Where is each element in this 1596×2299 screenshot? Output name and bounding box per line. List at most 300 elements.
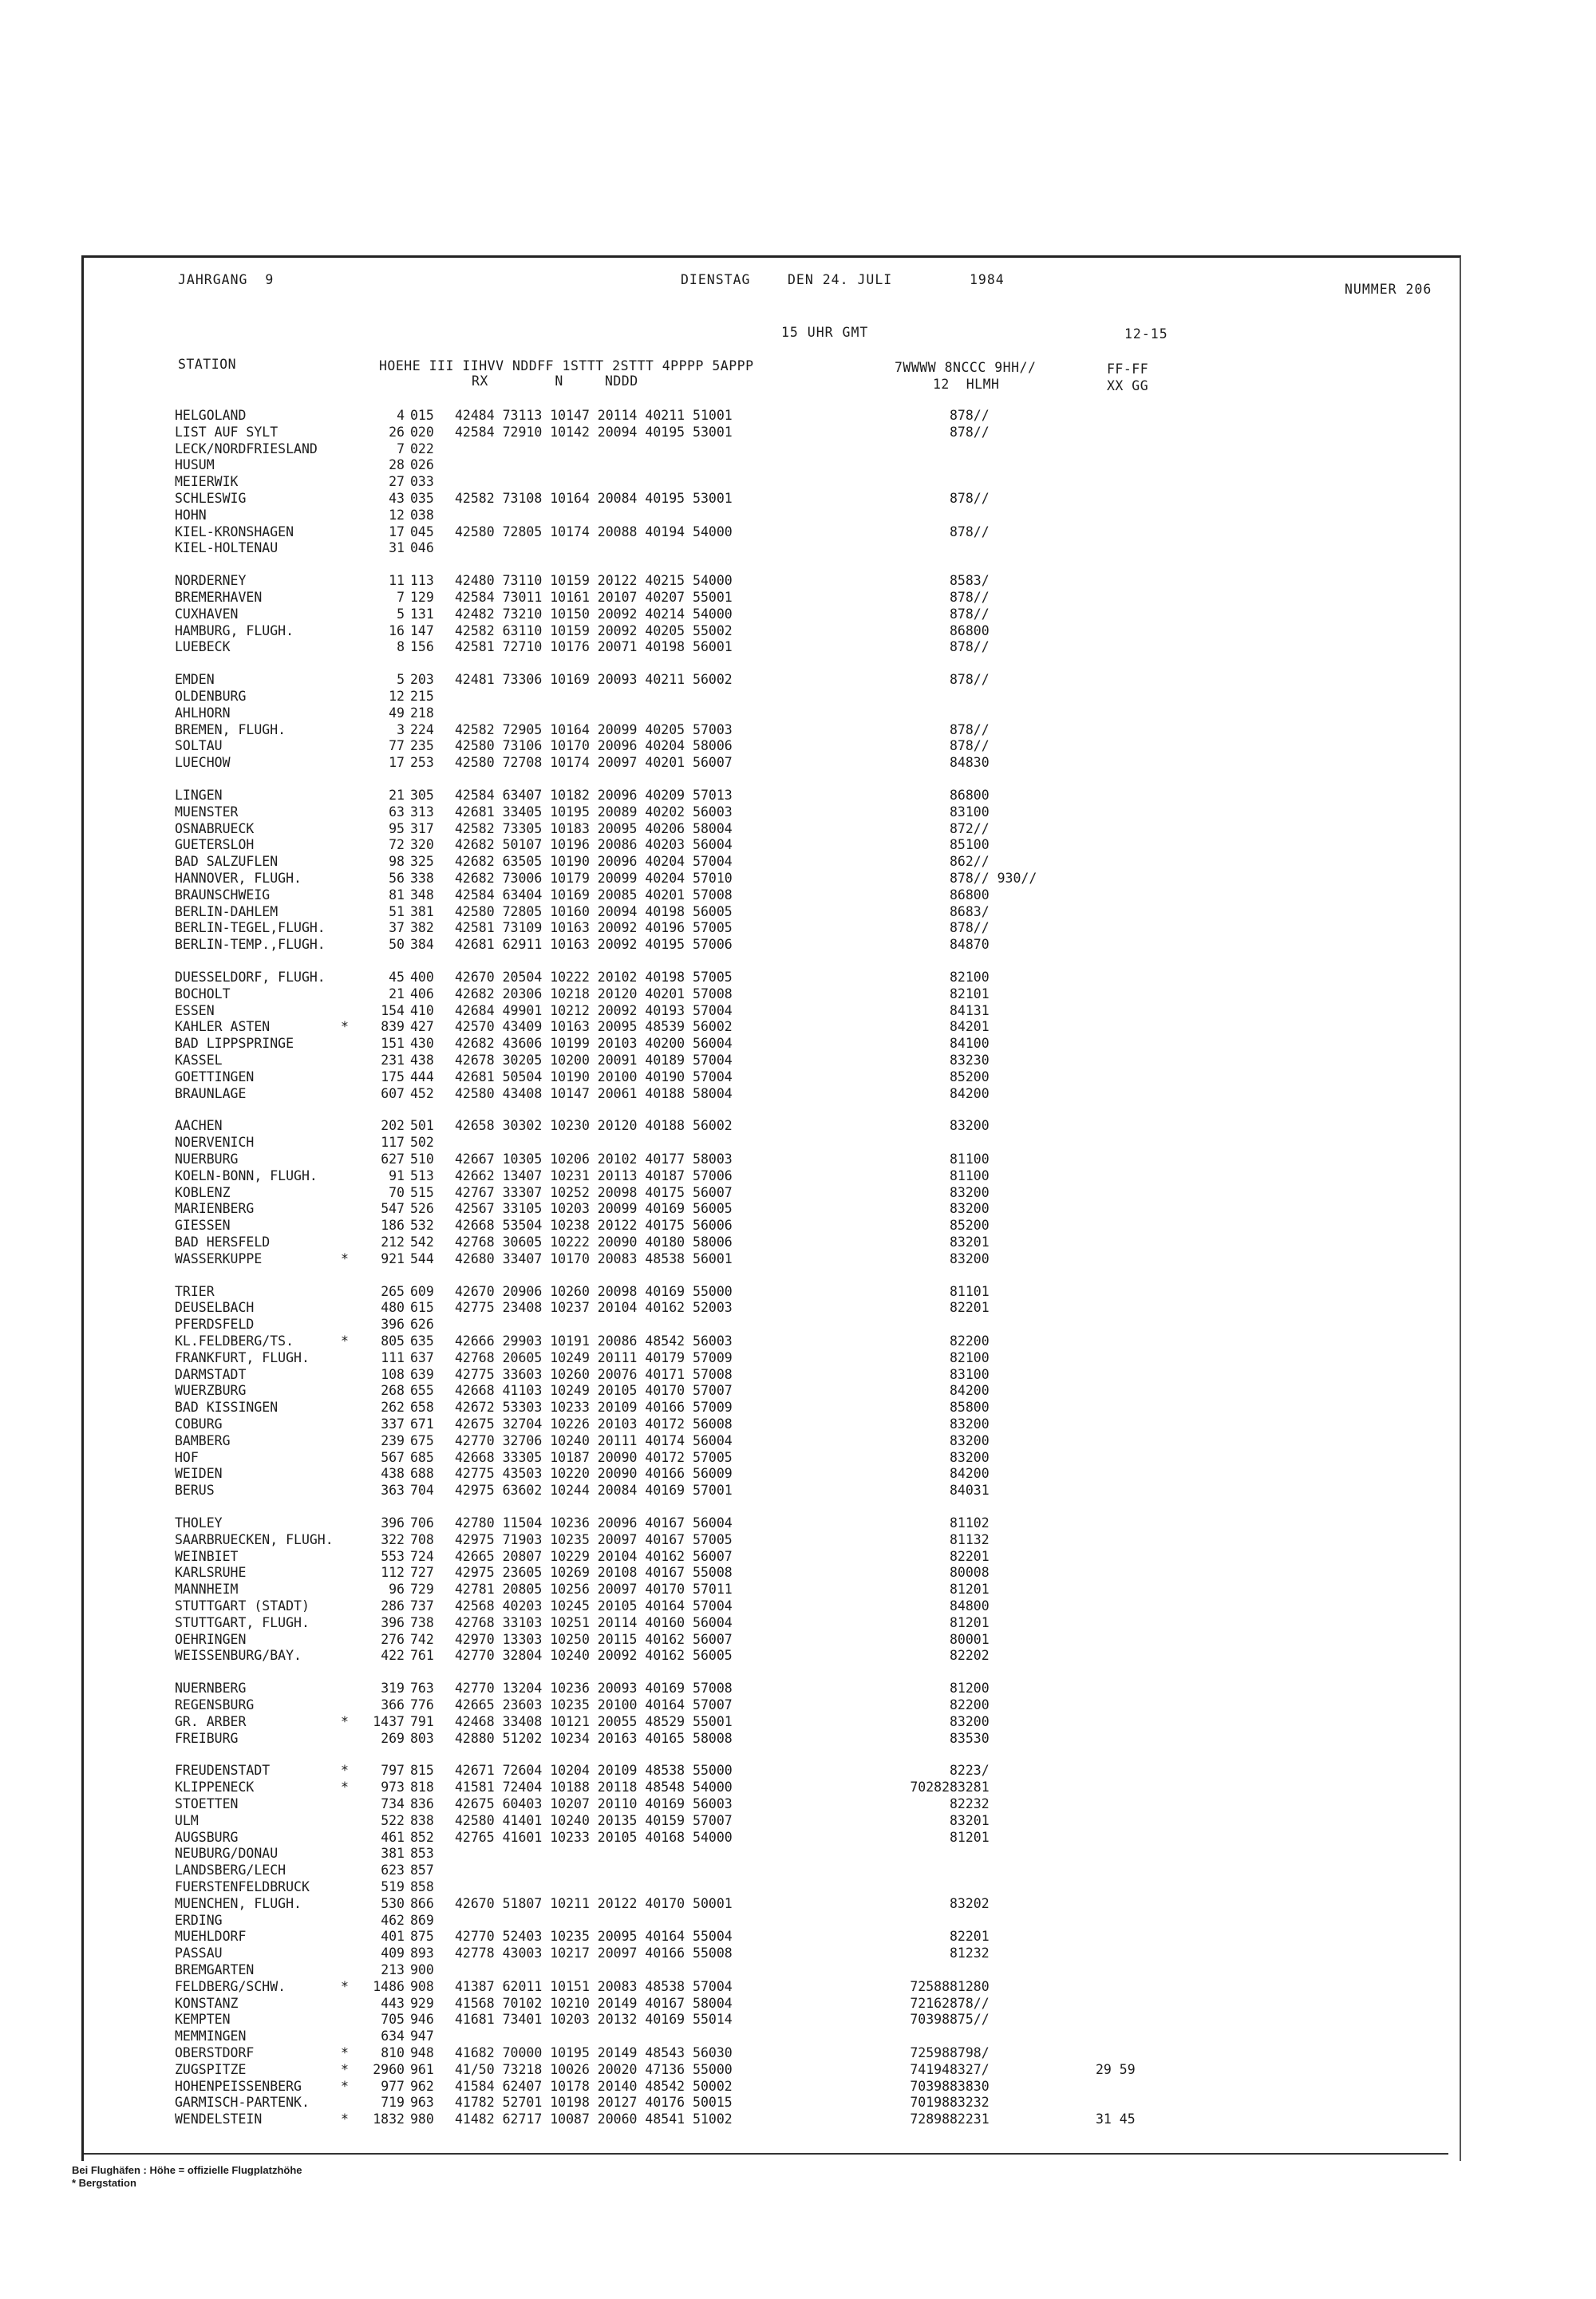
cloud-group: 82200 <box>950 1697 990 1712</box>
station-row <box>84 590 1460 606</box>
gust-group: 31 45 <box>1096 2111 1136 2127</box>
station-name: SCHLESWIG <box>175 491 247 506</box>
station-name: LUECHOW <box>175 755 231 770</box>
cloud-group: 84870 <box>950 937 990 952</box>
station-name: ESSEN <box>175 1003 215 1018</box>
station-height: 5 <box>397 672 405 687</box>
cloud-group: 83232 <box>950 2095 990 2110</box>
station-name: STUTTGART (STADT) <box>175 1598 310 1614</box>
station-index: 836 <box>410 1796 434 1811</box>
station-row <box>84 606 1460 622</box>
station-height: 805 <box>381 1333 405 1349</box>
station-row <box>84 639 1460 655</box>
synop-code-groups: 42582 72905 10164 20099 40205 57003 <box>455 722 733 737</box>
station-row <box>84 1846 1460 1862</box>
cloud-group: 81100 <box>950 1151 990 1167</box>
station-index: 544 <box>410 1251 434 1266</box>
cloud-group: 84200 <box>950 1086 990 1101</box>
cloud-group: 83200 <box>950 1433 990 1448</box>
cloud-group: 81232 <box>950 1945 990 1961</box>
station-index: 513 <box>410 1168 434 1183</box>
station-name: KIEL-HOLTENAU <box>175 540 279 555</box>
station-row <box>84 1962 1460 1978</box>
station-index: 761 <box>410 1648 434 1663</box>
station-index: 776 <box>410 1697 434 1712</box>
synop-code-groups: 42665 23603 10235 20100 40164 57007 <box>455 1697 733 1712</box>
station-row <box>84 1466 1460 1482</box>
station-name: MUENSTER <box>175 804 239 820</box>
station-row <box>84 1763 1460 1779</box>
station-name: WEINBIET <box>175 1549 239 1564</box>
station-height: 269 <box>381 1731 405 1746</box>
station-index: 815 <box>410 1763 434 1778</box>
station-name: LANDSBERG/LECH <box>175 1863 286 1878</box>
station-height: 5 <box>397 606 405 622</box>
synop-code-groups: 42580 72708 10174 20097 40201 56007 <box>455 755 733 770</box>
station-height: 319 <box>381 1681 405 1696</box>
cloud-group: 83200 <box>950 1714 990 1729</box>
weather-group: 72162 <box>910 1996 950 2011</box>
cloud-group: 83530 <box>950 1731 990 1746</box>
station-name: CUXHAVEN <box>175 606 239 622</box>
station-row <box>84 1879 1460 1895</box>
cloud-group: 86800 <box>950 788 990 803</box>
station-name: KASSEL <box>175 1053 223 1068</box>
synop-code-groups: 42580 43408 10147 20061 40188 58004 <box>455 1086 733 1101</box>
mountain-station-marker: * <box>341 1714 349 1729</box>
cloud-group: 81280 <box>950 1979 990 1994</box>
cloud-group: 86800 <box>950 887 990 903</box>
station-height: 11 <box>389 573 405 588</box>
station-row <box>84 722 1460 738</box>
synop-code-groups: 42667 10305 10206 20102 40177 58003 <box>455 1151 733 1167</box>
cloud-group: 85100 <box>950 837 990 852</box>
station-height: 108 <box>381 1367 405 1382</box>
station-name: BOCHOLT <box>175 986 231 1001</box>
station-name: NEUBURG/DONAU <box>175 1846 279 1861</box>
station-height: 212 <box>381 1234 405 1250</box>
station-height: 186 <box>381 1218 405 1233</box>
cloud-group: 82232 <box>950 1796 990 1811</box>
cloud-group: 878// <box>950 590 990 605</box>
station-index: 033 <box>410 474 434 489</box>
cloud-group: 83200 <box>950 1251 990 1266</box>
station-height: 705 <box>381 2012 405 2027</box>
weekday: DIENSTAG <box>681 272 751 287</box>
station-name: BRAUNLAGE <box>175 1086 247 1101</box>
station-index: 962 <box>410 2079 434 2094</box>
synop-code-groups: 41581 72404 10188 20118 48548 54000 <box>455 1780 733 1795</box>
station-index: 444 <box>410 1069 434 1084</box>
station-index: 675 <box>410 1433 434 1448</box>
station-name: KL.FELDBERG/TS. <box>175 1333 294 1349</box>
station-name: MUEHLDORF <box>175 1929 247 1944</box>
station-index: 857 <box>410 1863 434 1878</box>
synop-code-groups: 42970 13303 10250 20115 40162 56007 <box>455 1632 733 1647</box>
station-index: 688 <box>410 1466 434 1481</box>
station-index: 658 <box>410 1400 434 1415</box>
station-height: 519 <box>381 1879 405 1894</box>
station-name: HELGOLAND <box>175 408 247 423</box>
cloud-group: 84201 <box>950 1019 990 1034</box>
jahrgang: JAHRGANG 9 <box>178 272 275 287</box>
station-index: 035 <box>410 491 434 506</box>
station-row <box>84 408 1460 424</box>
station-name: PFERDSFELD <box>175 1317 255 1332</box>
station-name: BRAUNSCHWEIG <box>175 887 271 903</box>
synop-code-groups: 41/50 73218 10026 20020 47136 55000 <box>455 2062 733 2077</box>
cloud-group: 81100 <box>950 1168 990 1183</box>
station-row <box>84 1813 1460 1829</box>
station-height: 276 <box>381 1632 405 1647</box>
station-name: HOHN <box>175 508 207 523</box>
station-index: 838 <box>410 1813 434 1828</box>
synop-code-groups: 42975 63602 10244 20084 40169 57001 <box>455 1483 733 1498</box>
station-row <box>84 1416 1460 1432</box>
station-index: 875 <box>410 1929 434 1944</box>
station-index: 655 <box>410 1383 434 1398</box>
station-row <box>84 1317 1460 1333</box>
station-row <box>84 1185 1460 1201</box>
station-index: 046 <box>410 540 434 555</box>
cloud-group: 8798/ <box>950 2045 990 2060</box>
station-height: 70 <box>389 1185 405 1200</box>
synop-code-groups: 42480 73110 10159 20122 40215 54000 <box>455 573 733 588</box>
station-name: AUGSBURG <box>175 1830 239 1845</box>
synop-code-groups: 42678 30205 10200 20091 40189 57004 <box>455 1053 733 1068</box>
mountain-station-marker: * <box>341 2062 349 2077</box>
cloud-group: 84031 <box>950 1483 990 1498</box>
weather-group: 72588 <box>910 1979 950 1994</box>
cloud-group: 81101 <box>950 1284 990 1299</box>
station-row <box>84 1913 1460 1929</box>
station-row <box>84 1168 1460 1184</box>
station-name: WENDELSTEIN <box>175 2111 263 2127</box>
station-name: ZUGSPITZE <box>175 2062 247 2077</box>
synop-code-groups: 42582 73305 10183 20095 40206 58004 <box>455 821 733 836</box>
station-height: 443 <box>381 1996 405 2011</box>
synop-code-groups: 41387 62011 10151 20083 48538 57004 <box>455 1979 733 1994</box>
cloud-group: 81201 <box>950 1615 990 1630</box>
station-height: 396 <box>381 1615 405 1630</box>
station-index: 963 <box>410 2095 434 2110</box>
synop-code-groups: 42670 51807 10211 20122 40170 50001 <box>455 1896 733 1911</box>
cloud-group: 878// <box>950 524 990 539</box>
station-row <box>84 1632 1460 1648</box>
station-row <box>84 573 1460 589</box>
synop-code-groups: 41482 62717 10087 20060 48541 51002 <box>455 2111 733 2127</box>
station-index: 724 <box>410 1549 434 1564</box>
date: DEN 24. JULI <box>788 272 893 287</box>
station-row <box>84 1036 1460 1052</box>
station-height: 973 <box>381 1780 405 1795</box>
station-index: 400 <box>410 970 434 985</box>
station-height: 17 <box>389 755 405 770</box>
station-index: 038 <box>410 508 434 523</box>
station-height: 977 <box>381 2079 405 2094</box>
station-row <box>84 920 1460 936</box>
station-name: KAHLER ASTEN <box>175 1019 271 1034</box>
cloud-group: 82100 <box>950 970 990 985</box>
station-name: HOHENPEISSENBERG <box>175 2079 302 2094</box>
station-row <box>84 788 1460 804</box>
station-row <box>84 1218 1460 1234</box>
synop-code-groups: 42666 29903 10191 20086 48542 56003 <box>455 1333 733 1349</box>
station-name: BAD KISSINGEN <box>175 1400 279 1415</box>
station-height: 151 <box>381 1036 405 1051</box>
cloud-group: 83200 <box>950 1185 990 1200</box>
synop-code-groups: 42568 40203 10245 20105 40164 57004 <box>455 1598 733 1614</box>
synop-code-groups: 42584 72910 10142 20094 40195 53001 <box>455 425 733 440</box>
station-row <box>84 1333 1460 1349</box>
station-height: 26 <box>389 425 405 440</box>
synop-code-groups: 42778 43003 10217 20097 40166 55008 <box>455 1945 733 1961</box>
station-name: DEUSELBACH <box>175 1300 255 1315</box>
synop-code-groups: 42768 30605 10222 20090 40180 58006 <box>455 1234 733 1250</box>
mountain-station-marker: * <box>341 2111 349 2127</box>
cloud-group: 8327/ <box>950 2062 990 2077</box>
station-row <box>84 1284 1460 1300</box>
station-name: LUEBECK <box>175 639 231 654</box>
cloud-group: 878// <box>950 491 990 506</box>
station-index: 738 <box>410 1615 434 1630</box>
station-name: FUERSTENFELDBRUCK <box>175 1879 310 1894</box>
station-name: BREMEN, FLUGH. <box>175 722 286 737</box>
station-row <box>84 1201 1460 1217</box>
station-row <box>84 1135 1460 1151</box>
cloud-group: 83202 <box>950 1896 990 1911</box>
station-index: 706 <box>410 1515 434 1531</box>
cloud-group: 878// <box>950 672 990 687</box>
station-height: 43 <box>389 491 405 506</box>
cloud-group: 83281 <box>950 1780 990 1795</box>
station-row <box>84 1433 1460 1449</box>
station-height: 2960 <box>373 2062 405 2077</box>
station-name: HANNOVER, FLUGH. <box>175 871 302 886</box>
station-index: 853 <box>410 1846 434 1861</box>
synop-code-groups: 42570 43409 10163 20095 48539 56002 <box>455 1019 733 1034</box>
station-height: 337 <box>381 1416 405 1432</box>
station-height: 381 <box>381 1846 405 1861</box>
weather-subheaders: 12 HLMH <box>933 377 1000 392</box>
station-height: 921 <box>381 1251 405 1266</box>
station-row <box>84 1086 1460 1102</box>
station-height: 401 <box>381 1929 405 1944</box>
station-height: 202 <box>381 1118 405 1133</box>
cloud-group: 82201 <box>950 1929 990 1944</box>
ff-column-header: FF-FF <box>1107 361 1149 377</box>
synop-code-groups: 42775 33603 10260 20076 40171 57008 <box>455 1367 733 1382</box>
station-row <box>84 1515 1460 1531</box>
station-row <box>84 1598 1460 1614</box>
station-name: STOETTEN <box>175 1796 239 1811</box>
cloud-group: 83230 <box>950 1053 990 1068</box>
station-row <box>84 1483 1460 1499</box>
station-height: 98 <box>389 854 405 869</box>
station-height: 37 <box>389 920 405 935</box>
station-name: BERLIN-TEMP.,FLUGH. <box>175 937 326 952</box>
synop-code-groups: 42681 50504 10190 20100 40190 57004 <box>455 1069 733 1084</box>
station-index: 382 <box>410 920 434 935</box>
station-index: 737 <box>410 1598 434 1614</box>
station-index: 532 <box>410 1218 434 1233</box>
year: 1984 <box>970 272 1005 287</box>
station-index: 615 <box>410 1300 434 1315</box>
synop-code-groups: 42770 52403 10235 20095 40164 55004 <box>455 1929 733 1944</box>
station-row <box>84 1929 1460 1945</box>
station-index: 980 <box>410 2111 434 2127</box>
station-index: 639 <box>410 1367 434 1382</box>
station-name: OBERSTDORF <box>175 2045 255 2060</box>
observation-time: 15 UHR GMT <box>781 325 869 340</box>
station-height: 31 <box>389 540 405 555</box>
cloud-group: 878// <box>950 920 990 935</box>
synop-code-groups: 42580 41401 10240 20135 40159 57007 <box>455 1813 733 1828</box>
cloud-group: 84131 <box>950 1003 990 1018</box>
station-name: KONSTANZ <box>175 1996 239 2011</box>
station-row <box>84 508 1460 523</box>
station-name: ULM <box>175 1813 199 1828</box>
mountain-station-marker: * <box>341 1780 349 1795</box>
station-name: SAARBRUECKEN, FLUGH. <box>175 1532 334 1547</box>
station-index: 253 <box>410 755 434 770</box>
cloud-group: 86800 <box>950 623 990 638</box>
station-name: NOERVENICH <box>175 1135 255 1150</box>
station-index: 908 <box>410 1979 434 1994</box>
weather-group: 70198 <box>910 2095 950 2110</box>
station-row <box>84 1796 1460 1812</box>
cloud-group: 84830 <box>950 755 990 770</box>
station-index: 131 <box>410 606 434 622</box>
station-name: BAD SALZUFLEN <box>175 854 279 869</box>
cloud-group: 85800 <box>950 1400 990 1415</box>
station-height: 112 <box>381 1565 405 1580</box>
station-name: WUERZBURG <box>175 1383 247 1398</box>
station-row <box>84 623 1460 639</box>
station-height: 462 <box>381 1913 405 1928</box>
station-row <box>84 986 1460 1002</box>
station-index: 224 <box>410 722 434 737</box>
station-name: KARLSRUHE <box>175 1565 247 1580</box>
station-index: 338 <box>410 871 434 886</box>
cloud-group: 83201 <box>950 1234 990 1250</box>
station-name: GR. ARBER <box>175 1714 247 1729</box>
station-row <box>84 887 1460 903</box>
station-index: 320 <box>410 837 434 852</box>
station-height: 117 <box>381 1135 405 1150</box>
station-height: 547 <box>381 1201 405 1216</box>
station-height: 530 <box>381 1896 405 1911</box>
station-row <box>84 457 1460 473</box>
gust-group: 29 59 <box>1096 2062 1136 2077</box>
cloud-group: 82202 <box>950 1648 990 1663</box>
station-index: 929 <box>410 1996 434 2011</box>
station-height: 16 <box>389 623 405 638</box>
station-index: 526 <box>410 1201 434 1216</box>
station-index: 218 <box>410 705 434 721</box>
station-index: 348 <box>410 887 434 903</box>
cloud-group: 82100 <box>950 1350 990 1365</box>
station-index: 430 <box>410 1036 434 1051</box>
station-name: OSNABRUECK <box>175 821 255 836</box>
station-index: 235 <box>410 738 434 753</box>
cloud-group: 82101 <box>950 986 990 1001</box>
station-index: 948 <box>410 2045 434 2060</box>
station-height: 607 <box>381 1086 405 1101</box>
station-name: MEMMINGEN <box>175 2028 247 2044</box>
station-row <box>84 1714 1460 1730</box>
mountain-station-marker: * <box>341 1251 349 1266</box>
station-height: 719 <box>381 2095 405 2110</box>
station-index: 203 <box>410 672 434 687</box>
station-row <box>84 2111 1460 2127</box>
station-name: KOBLENZ <box>175 1185 231 1200</box>
cloud-group: 81201 <box>950 1582 990 1597</box>
mountain-station-marker: * <box>341 1763 349 1778</box>
station-name: AACHEN <box>175 1118 223 1133</box>
station-row <box>84 2062 1460 2078</box>
synop-code-groups: 41681 73401 10203 20132 40169 55014 <box>455 2012 733 2027</box>
station-height: 8 <box>397 639 405 654</box>
mountain-station-marker: * <box>341 2079 349 2094</box>
synop-code-groups: 42682 20306 10218 20120 40201 57008 <box>455 986 733 1001</box>
station-height: 797 <box>381 1763 405 1778</box>
station-name: MEIERWIK <box>175 474 239 489</box>
station-height: 27 <box>389 474 405 489</box>
synop-code-groups: 42665 20807 10229 20104 40162 56007 <box>455 1549 733 1564</box>
station-index: 438 <box>410 1053 434 1068</box>
mountain-station-marker: * <box>341 2045 349 2060</box>
station-index: 818 <box>410 1780 434 1795</box>
cloud-group: 85200 <box>950 1218 990 1233</box>
station-row <box>84 1731 1460 1747</box>
station-name: KLIPPENECK <box>175 1780 255 1795</box>
station-height: 1832 <box>373 2111 405 2127</box>
station-height: 77 <box>389 738 405 753</box>
station-name: THOLEY <box>175 1515 223 1531</box>
station-row <box>84 1996 1460 2012</box>
synop-code-groups: 42682 50107 10196 20086 40203 56004 <box>455 837 733 852</box>
station-index: 381 <box>410 904 434 919</box>
station-height: 95 <box>389 821 405 836</box>
station-row <box>84 1532 1460 1548</box>
station-row <box>84 2045 1460 2061</box>
station-name: PASSAU <box>175 1945 223 1961</box>
cloud-group: 81201 <box>950 1830 990 1845</box>
synop-code-groups: 42682 43606 10199 20103 40200 56004 <box>455 1036 733 1051</box>
cloud-group: 83200 <box>950 1118 990 1133</box>
station-name: GARMISCH-PARTENK. <box>175 2095 310 2110</box>
synop-code-groups: 42775 43503 10220 20090 40166 56009 <box>455 1466 733 1481</box>
station-row <box>84 2028 1460 2044</box>
synop-code-groups: 42468 33408 10121 20055 48529 55001 <box>455 1714 733 1729</box>
station-row <box>84 821 1460 837</box>
cloud-group: 83100 <box>950 804 990 820</box>
station-height: 409 <box>381 1945 405 1961</box>
station-height: 1486 <box>373 1979 405 1994</box>
station-height: 56 <box>389 871 405 886</box>
station-name: HAMBURG, FLUGH. <box>175 623 294 638</box>
station-row <box>84 837 1460 853</box>
station-height: 461 <box>381 1830 405 1845</box>
station-name: NORDERNEY <box>175 573 247 588</box>
station-index: 685 <box>410 1450 434 1465</box>
cloud-group: 875// <box>950 2012 990 2027</box>
station-height: 12 <box>389 508 405 523</box>
station-name: HOF <box>175 1450 199 1465</box>
station-index: 384 <box>410 937 434 952</box>
station-row <box>84 524 1460 540</box>
